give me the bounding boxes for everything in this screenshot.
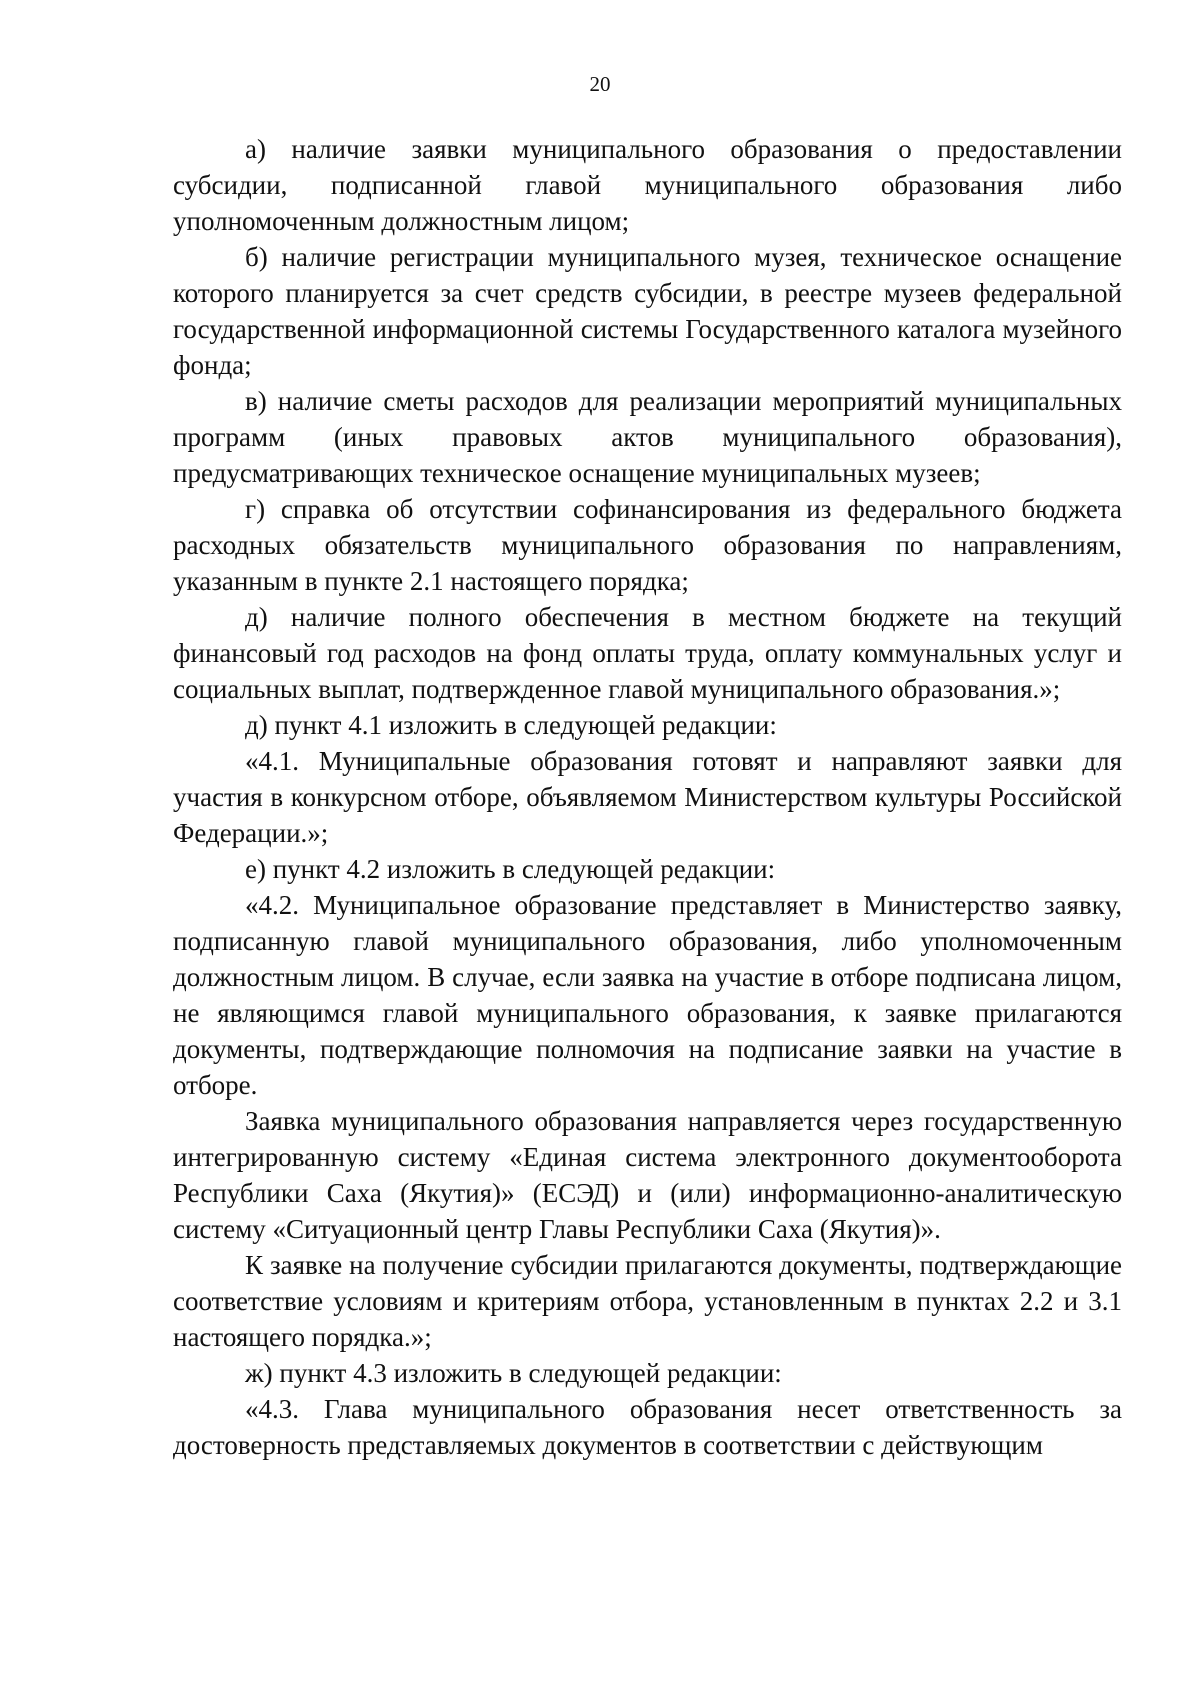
page-number: 20 — [589, 72, 611, 96]
paragraph-g-cofinancing-certificate: г) справка об отсутствии софинансирования из федерального бюджета расходных обязательств муниципального образования по направлениям, указанным в пункте 2.1 настоящего порядка; — [173, 494, 1122, 596]
paragraph-attached-documents: К заявке на получение субсидии прилагаются документы, подтверждающие соответствие условиям и критериям отбора, установленным в пунктах 2.2 и 3.1 настоящего порядка.»; — [173, 1250, 1122, 1352]
paragraph-clause-4-3: «4.3. Глава муниципального образования несет ответственность за достоверность представляемых документов в соответствии с действующим — [173, 1394, 1122, 1460]
paragraph-d-clause-4-1-intro: д) пункт 4.1 изложить в следующей редакции: — [245, 710, 777, 740]
paragraph-d-budget-provision: д) наличие полного обеспечения в местном бюджете на текущий финансовый год расходов на фонд оплаты труда, оплату коммунальных услуг и социальных выплат, подтвержденное главой муниципального образования.»; — [173, 602, 1122, 704]
paragraph-b-museum-registration: б) наличие регистрации муниципального музея, техническое оснащение которого планируется за счет средств субсидии, в реестре музеев федеральной государственной информационной системы Государственного каталога музейного фонда; — [173, 242, 1122, 380]
paragraph-e-clause-4-2-intro: е) пункт 4.2 изложить в следующей редакции: — [245, 854, 776, 884]
paragraph-zh-clause-4-3-intro: ж) пункт 4.3 изложить в следующей редакции: — [245, 1358, 782, 1388]
document-body — [173, 131, 1122, 1463]
paragraph-application-submission: Заявка муниципального образования направляется через государственную интегрированную систему «Единая система электронного документооборота Республики Саха (Якутия)» (ЕСЭД) и (или) информационно-аналитическую систему «Ситуационный центр Главы Республики Саха (Якутия)». — [173, 1106, 1122, 1244]
paragraph-clause-4-2: «4.2. Муниципальное образование представляет в Министерство заявку, подписанную главой муниципального образования, либо уполномоченным должностным лицом. В случае, если заявка на участие в отборе подписана лицом, не являющимся главой муниципального образования, к заявке прилагаются документы, подтверждающие полномочия на подписание заявки на участие в отборе. — [173, 890, 1122, 1100]
paragraph-v-expense-estimate: в) наличие сметы расходов для реализации мероприятий муниципальных программ (иных правовых актов муниципального образования), предусматривающих техническое оснащение муниципальных музеев; — [173, 386, 1122, 488]
paragraph-a-application: а) наличие заявки муниципального образования о предоставлении субсидии, подписанной главой муниципального образования либо уполномоченным должностным лицом; — [173, 134, 1122, 236]
paragraph-clause-4-1: «4.1. Муниципальные образования готовят и направляют заявки для участия в конкурсном отборе, объявляемом Министерством культуры Российской Федерации.»; — [173, 746, 1122, 848]
